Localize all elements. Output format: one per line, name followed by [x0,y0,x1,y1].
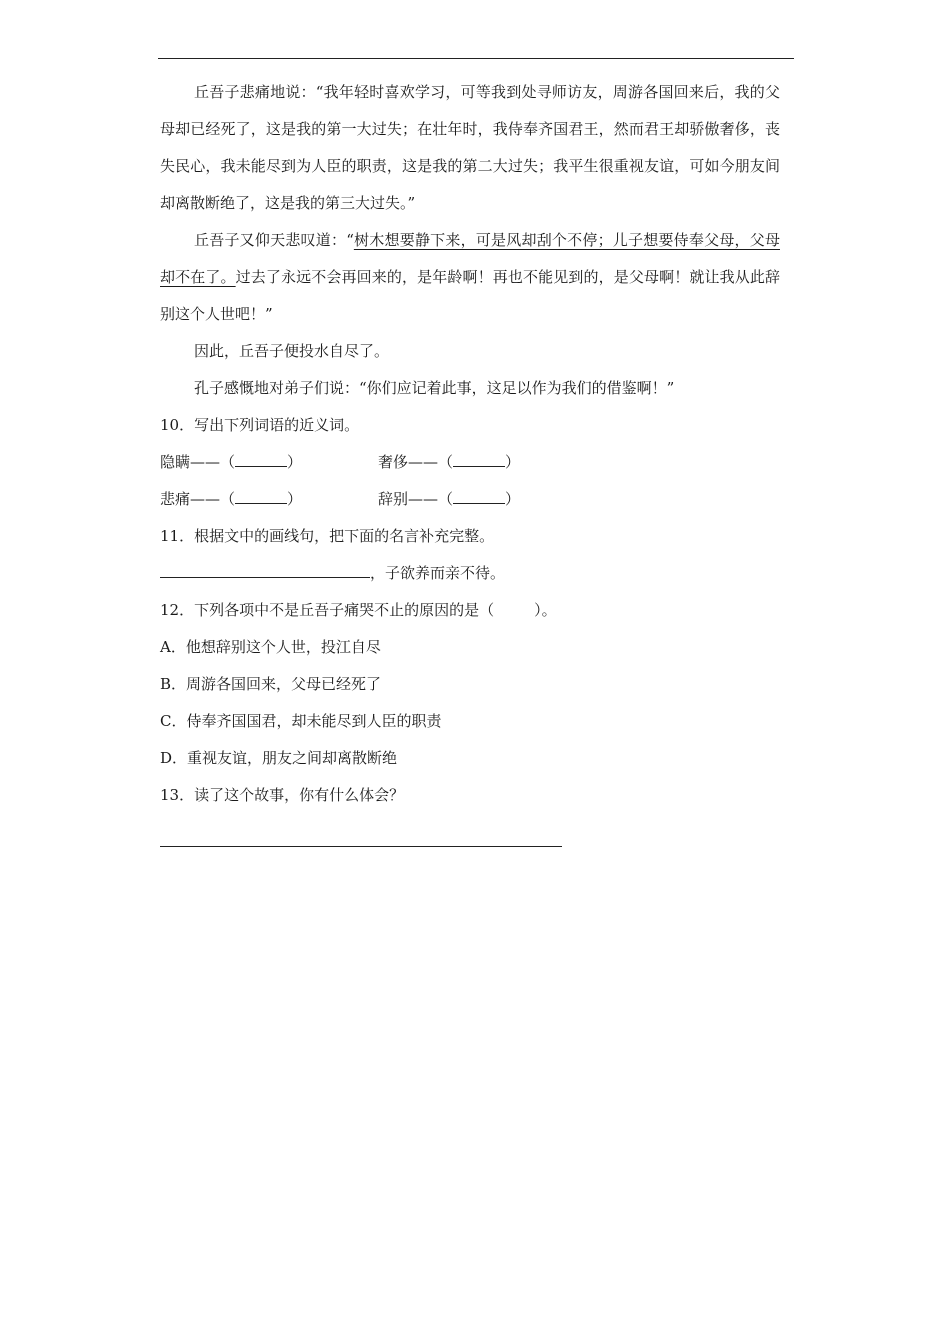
passage-paragraph-4: 孔子感慨地对弟子们说：“你们应记着此事，这足以作为我们的借鉴啊！” [194,379,675,397]
header-rule [158,58,794,59]
q10-item-4 [378,481,520,518]
q11-fill-line [160,555,780,592]
q12-option-b[interactable]: B．周游各国回来，父母已经死了 [160,675,382,693]
q10-word-3: 悲痛——（ [160,490,236,508]
q10-word-2: 奢侈——（ [378,453,454,471]
answer-blank[interactable] [453,489,505,504]
q12-option-d[interactable]: D．重视友谊，朋友之间却离散断绝 [160,749,398,767]
question-11-prompt: 11．根据文中的画线句，把下面的名言补充完整。 [160,527,495,545]
q10-close: ） [287,490,303,508]
answer-blank[interactable] [235,489,287,504]
q10-word-4: 辞别——（ [378,490,454,508]
q10-close: ） [287,453,303,471]
passage-paragraph-1: 丘吾子悲痛地说：“我年轻时喜欢学习，可等我到处寻师访友，周游各国回来后，我的父母却已经死了，这是我的第一大过失；在壮年时，我侍奉齐国君王，然而君王却骄傲奢侈，丧失民心，我未能尽到为人臣的职责，这是我的第二大过失；我平生很重视友谊，可如今朋友间却离散断绝了，这是我的第三大过失。” [160,83,780,212]
p2-lead: 丘吾子又仰天悲叹道：“ [194,231,354,249]
passage-paragraph-3: 因此，丘吾子便投水自尽了。 [194,342,390,360]
underlined-sentence: 树木想要静下来，可是风却刮个不停；儿子想要侍奉父母，父母却不在了。 [160,231,780,286]
answer-blank[interactable] [235,452,287,467]
p2-rest: 过去了永远不会再回来的，是年龄啊！再也不能见到的，是父母啊！就让我从此辞别这个人世吧！” [160,268,780,323]
q12-prompt-end: ）。 [534,601,557,619]
document-body [160,74,780,814]
q12-prompt-text: 12．下列各项中不是丘吾子痛哭不止的原因的是（ [160,601,495,619]
question-10-prompt: 10．写出下列词语的近义词。 [160,416,360,434]
q12-option-c[interactable]: C．侍奉齐国国君，却未能尽到人臣的职责 [160,712,442,730]
q12-option-a[interactable]: A．他想辞别这个人世，投江自尽 [160,638,381,656]
q10-close: ） [505,490,521,508]
q11-tail: ，子欲养而亲不待。 [370,564,506,582]
question-13-prompt: 13．读了这个故事，你有什么体会？ [160,786,405,804]
q10-row-2 [160,481,780,518]
question-12-prompt [160,592,780,629]
passage-paragraph-2 [160,222,780,333]
q10-row-1 [160,444,780,481]
answer-blank[interactable] [453,452,505,467]
q13-answer-line[interactable] [160,846,562,847]
q10-word-1: 隐瞒——（ [160,453,236,471]
q10-item-2 [378,444,520,481]
q10-item-3 [160,481,378,518]
q10-item-1 [160,444,378,481]
q10-close: ） [505,453,521,471]
answer-blank-long[interactable] [160,563,370,578]
